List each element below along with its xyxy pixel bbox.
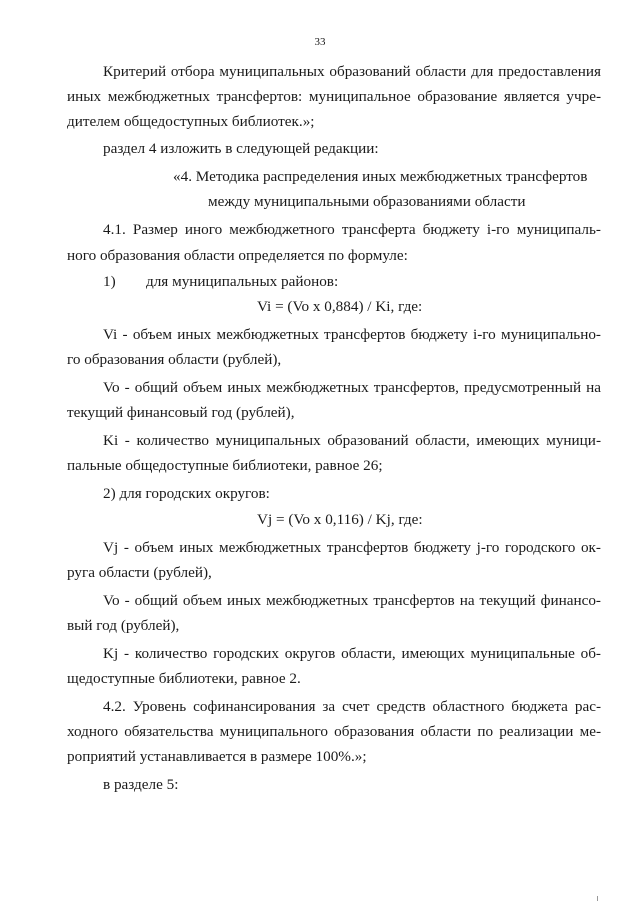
paragraph-line: вый год (рублей), [67, 617, 180, 634]
paragraph-line: Ki - количество муниципальных образований области, имеющих муници- [103, 432, 601, 449]
paragraph-line: ного образования области определяется по формуле: [67, 247, 408, 264]
scan-mark [597, 896, 598, 901]
paragraph-line: Vj - объем иных межбюджетных трансфертов бюджету j-го городского ок- [103, 539, 601, 556]
paragraph-line: в разделе 5: [103, 776, 179, 793]
paragraph-line: пальные общедоступные библиотеки, равное 26; [67, 457, 383, 474]
paragraph-line: го образования области (рублей), [67, 351, 282, 368]
paragraph-line: Vo - общий объем иных межбюджетных трансфертов на текущий финансо- [103, 592, 601, 609]
section-heading: между муниципальными образованиями области [208, 193, 526, 210]
paragraph-line: дителем общедоступных библиотек.»; [67, 113, 315, 130]
paragraph-line: роприятий устанавливается в размере 100%.»; [67, 748, 367, 765]
section-heading: «4. Методика распределения иных межбюджетных трансфертов [173, 168, 588, 185]
paragraph-line: Vi - объем иных межбюджетных трансфертов бюджету i-го муниципально- [103, 326, 601, 343]
page-number: 33 [314, 36, 326, 48]
paragraph-line: текущий финансовый год (рублей), [67, 404, 295, 421]
paragraph-line: иных межбюджетных трансфертов: муниципальное образование является учре- [67, 88, 601, 105]
formula: Vi = (Vo x 0,884) / Ki, где: [257, 298, 423, 315]
paragraph-line: Критерий отбора муниципальных образований области для предоставления [103, 63, 601, 80]
paragraph-line: руга области (рублей), [67, 564, 212, 581]
formula: Vj = (Vo x 0,116) / Kj, где: [257, 511, 423, 528]
paragraph-line: 4.2. Уровень софинансирования за счет средств областного бюджета рас- [103, 698, 601, 715]
paragraph-line: щедоступные библиотеки, равное 2. [67, 670, 301, 687]
paragraph-line: раздел 4 изложить в следующей редакции: [103, 140, 379, 157]
list-item-text: 2) для городских округов: [103, 485, 270, 502]
paragraph-line: Vo - общий объем иных межбюджетных трансфертов, предусмотренный на [103, 379, 601, 396]
list-item-text: для муниципальных районов: [146, 273, 339, 290]
paragraph-line: Kj - количество городских округов области, имеющих муниципальные об- [103, 645, 601, 662]
list-item-number: 1) [103, 273, 116, 290]
paragraph-line: ходного обязательства муниципального образования области по реализации ме- [67, 723, 601, 740]
paragraph-line: 4.1. Размер иного межбюджетного трансферта бюджету i-го муниципаль- [103, 221, 601, 238]
